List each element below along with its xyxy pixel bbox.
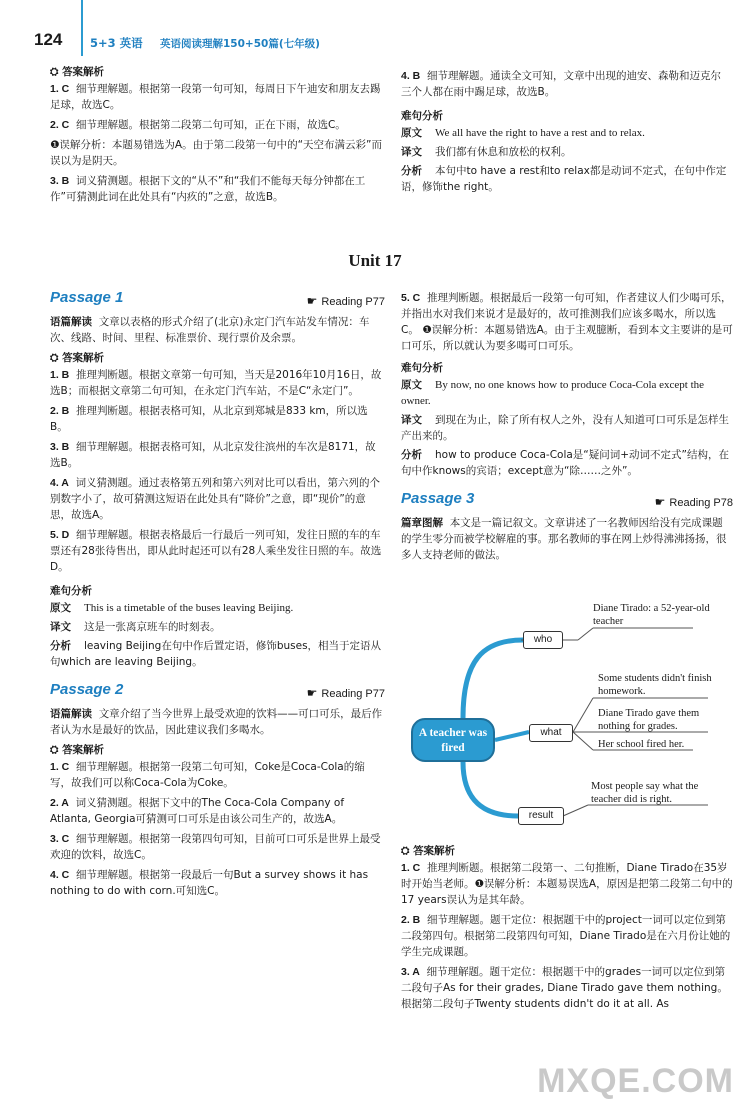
mindmap-center: A teacher was fired bbox=[411, 718, 495, 762]
passage1-header bbox=[50, 290, 385, 312]
answer-key-icon: ⛭ bbox=[50, 66, 63, 78]
reading-page-ref: Reading P77 bbox=[321, 688, 385, 700]
passage3-intro: 篇章图解 本文是一篇记叙文。文章讲述了一名教师因给没有完成课题的学生零分而被学校解雇的事。那名教师的事在网上炒得沸沸扬扬，很多人支持老师的做法。 bbox=[401, 517, 727, 561]
mindmap-result-text: Most people say what the teacher did is right. bbox=[591, 781, 699, 805]
left-column bbox=[50, 290, 385, 903]
passage3-answers bbox=[401, 843, 733, 1016]
passage3-mindmap bbox=[403, 600, 733, 832]
translation-row: 译文 到现在为止，除了所有权人之外，没有人知道可口可乐是怎样生产出来的。 bbox=[401, 414, 729, 442]
answer-item: 4. C 细节理解题。根据第一段最后一句But a survey shows it has nothing to do with corn.可知选C。 bbox=[50, 869, 369, 897]
error-analysis: ❶误解分析：本题易错选为A。由于第二段第一句中的“天空布满云彩”而误以为是阴天。 bbox=[50, 139, 382, 167]
pointing-hand-icon: ☛ bbox=[306, 294, 318, 308]
page-header bbox=[0, 0, 750, 56]
answer-item: 3. A 细节理解题。题干定位：根据题干中的grades一词可以定位到第二段句子As for their grades, Diane Tirado gave them nothing。根据第二段句子Twenty students didn't do it at all. As bbox=[401, 966, 728, 1010]
mindmap-what-item: Some students didn't finish homework. bbox=[598, 673, 712, 697]
mindmap-what-item: Diane Tirado gave them nothing for grades. bbox=[598, 708, 700, 732]
page-number: 124 bbox=[34, 30, 63, 49]
passage3-title: Passage 3 bbox=[401, 490, 475, 507]
answer-item: 2. B 推理判断题。根据表格可知，从北京到郑城是833 km，所以选B。 bbox=[50, 405, 368, 433]
answer-item: 5. D 细节理解题。根据表格最后一行最后一列可知，发往日照的车的车票还有28张待售出，即从此时起还可以有28人乘坐发往日照的车。故选D。 bbox=[50, 529, 382, 573]
difficult-sentence-heading: 难句分析 bbox=[401, 110, 443, 122]
answer-item: 4. A 词义猜测题。通过表格第五列和第六列对比可以看出，第六列的个别数字小了，故可猜测这短语在此处具有“降价”之意，即“现价”的意思，故选A。 bbox=[50, 477, 381, 521]
right-column bbox=[401, 290, 733, 567]
answers-heading: ⛭ 答案解析 bbox=[50, 352, 105, 364]
series-name: 5+3 英语 bbox=[90, 36, 143, 50]
analysis-row: 分析 leaving Beijing在句中作后置定语，修饰buses，相当于定语从句which are leaving Beijing。 bbox=[50, 640, 382, 668]
original-row: 原文 By now, no one knows how to produce Coca-Cola except the owner. bbox=[401, 379, 705, 407]
top-right-answers bbox=[401, 68, 731, 198]
difficult-sentence-heading: 难句分析 bbox=[50, 585, 92, 597]
pointing-hand-icon: ☛ bbox=[654, 495, 666, 509]
answer-item: 2. C 细节理解题。根据第二段第二句可知，正在下雨，故选C。 bbox=[50, 119, 346, 131]
answers-heading: ⛭ 答案解析 bbox=[50, 744, 105, 756]
mindmap-who-text: Diane Tirado: a 52-year-old teacher bbox=[593, 603, 710, 627]
passage3-header bbox=[401, 491, 733, 513]
original-row: 原文 We all have the right to have a rest and to relax. bbox=[401, 127, 645, 139]
pointing-hand-icon: ☛ bbox=[306, 686, 318, 700]
header-divider bbox=[81, 0, 83, 56]
answer-key-icon: ⛭ bbox=[50, 744, 63, 756]
answer-item: 2. B 细节理解题。题干定位：根据题干中的project一词可以定位到第二段第四句。根据第二段第四句可知，Diane Tirado是在六月份让她的学生完成课题。 bbox=[401, 914, 731, 958]
answer-item: 1. C 推理判断题。根据第二段第一、二句推断，Diane Tirado在35岁时开始当老师。❶误解分析：本题易误选A，原因是把第二段第二句中的17 years误认为是其年龄。 bbox=[401, 862, 733, 906]
mindmap-what-item: Her school fired her. bbox=[598, 739, 685, 750]
book-title: 英语阅读理解150+50篇(七年级) bbox=[160, 38, 320, 50]
difficult-sentence-heading: 难句分析 bbox=[401, 362, 443, 374]
answer-item: 3. B 词义猜测题。根据下文的“从不”和“我们不能每天每分钟都在工作”可猜测此词在此处具有“内疚的”之意，故选B。 bbox=[50, 175, 366, 203]
analysis-row: 分析 how to produce Coca-Cola是“疑问词+动词不定式”结构，在句中作knows的宾语；except意为“除……之外”。 bbox=[401, 449, 729, 477]
answer-item: 1. C 细节理解题。根据第一段第一句可知，每周日下午迪安和朋友去踢足球，故选C。 bbox=[50, 83, 381, 111]
unit-title: Unit 17 bbox=[348, 251, 402, 270]
passage2-title: Passage 2 bbox=[50, 681, 124, 698]
mindmap-who: who bbox=[523, 631, 563, 649]
analysis-row: 分析 本句中to have a rest和to relax都是动词不定式，在句中作定语，修饰the right。 bbox=[401, 165, 727, 193]
top-left-answers bbox=[50, 64, 385, 209]
translation-row: 译文 我们都有休息和放松的权利。 bbox=[401, 146, 572, 158]
passage2-intro: 语篇解读 文章介绍了当今世界上最受欢迎的饮料——可口可乐，最后作者认为水是最好的饮品，因此建议我们多喝水。 bbox=[50, 708, 383, 736]
answer-item: 4. B 细节理解题。通读全文可知，文章中出现的迪安、森勒和迈克尔三个人都在雨中踢足球，故选B。 bbox=[401, 70, 721, 98]
reading-page-ref: Reading P77 bbox=[321, 296, 385, 308]
watermark: MXQE.COM bbox=[537, 1062, 734, 1100]
error-analysis: ❶误解分析：本题易错选A。由于主观臆断，看到本文主要讲的是可口可乐，所以就认为要多喝可口可乐。 bbox=[401, 324, 733, 352]
answer-item: 3. B 细节理解题。根据表格可知，从北京发往滨州的车次是8171，故选B。 bbox=[50, 441, 376, 469]
reading-page-ref: Reading P78 bbox=[669, 497, 733, 509]
answer-item: 1. C 细节理解题。根据第一段第二句可知，Coke是Coca-Cola的缩写，故我们可以称Coca-Cola为Coke。 bbox=[50, 761, 365, 789]
answer-item: 5. C 推理判断题。根据最后一段第一句可知，作者建议人们少喝可乐，并指出水对我们来说才是最好的，故可推测我们应该多喝水，所以选C。 ❶误解分析：本题易错选A。由于主观臆断，看到本文主要讲的是可口可乐，所以就认为要多喝可口可乐。 bbox=[401, 292, 733, 352]
answer-item: 3. C 细节理解题。根据第一段第四句可知，目前可口可乐是世界上最受欢迎的饮料，故选C。 bbox=[50, 833, 381, 861]
answer-item: 1. B 推理判断题。根据文章第一句可知，当天是2016年10月16日，故选B；而根据文章第二句可知，在永定门汽车站，不是C“永定门”。 bbox=[50, 369, 382, 397]
mindmap-result: result bbox=[518, 807, 564, 825]
answer-item: 2. A 词义猜测题。根据下文中的The Coca-Cola Company of Atlanta, Georgia可猜测可口可乐是由该公司生产的，故选A。 bbox=[50, 797, 345, 825]
passage1-title: Passage 1 bbox=[50, 289, 124, 306]
answers-heading: ⛭ 答案解析 bbox=[401, 845, 456, 857]
translation-row: 译文 这是一张离京班车的时刻表。 bbox=[50, 621, 221, 633]
passage2-header bbox=[50, 682, 385, 704]
answers-heading: ⛭ 答案解析 bbox=[50, 66, 105, 78]
mindmap-what: what bbox=[529, 724, 573, 742]
passage1-intro: 语篇解读 文章以表格的形式介绍了(北京)永定门汽车站发车情况：车次、线路、时间、里程、标准票价、现行票价及余票。 bbox=[50, 316, 370, 344]
answer-key-icon: ⛭ bbox=[50, 352, 63, 364]
answer-key-icon: ⛭ bbox=[401, 845, 414, 857]
original-row: 原文 This is a timetable of the buses leaving Beijing. bbox=[50, 602, 294, 614]
